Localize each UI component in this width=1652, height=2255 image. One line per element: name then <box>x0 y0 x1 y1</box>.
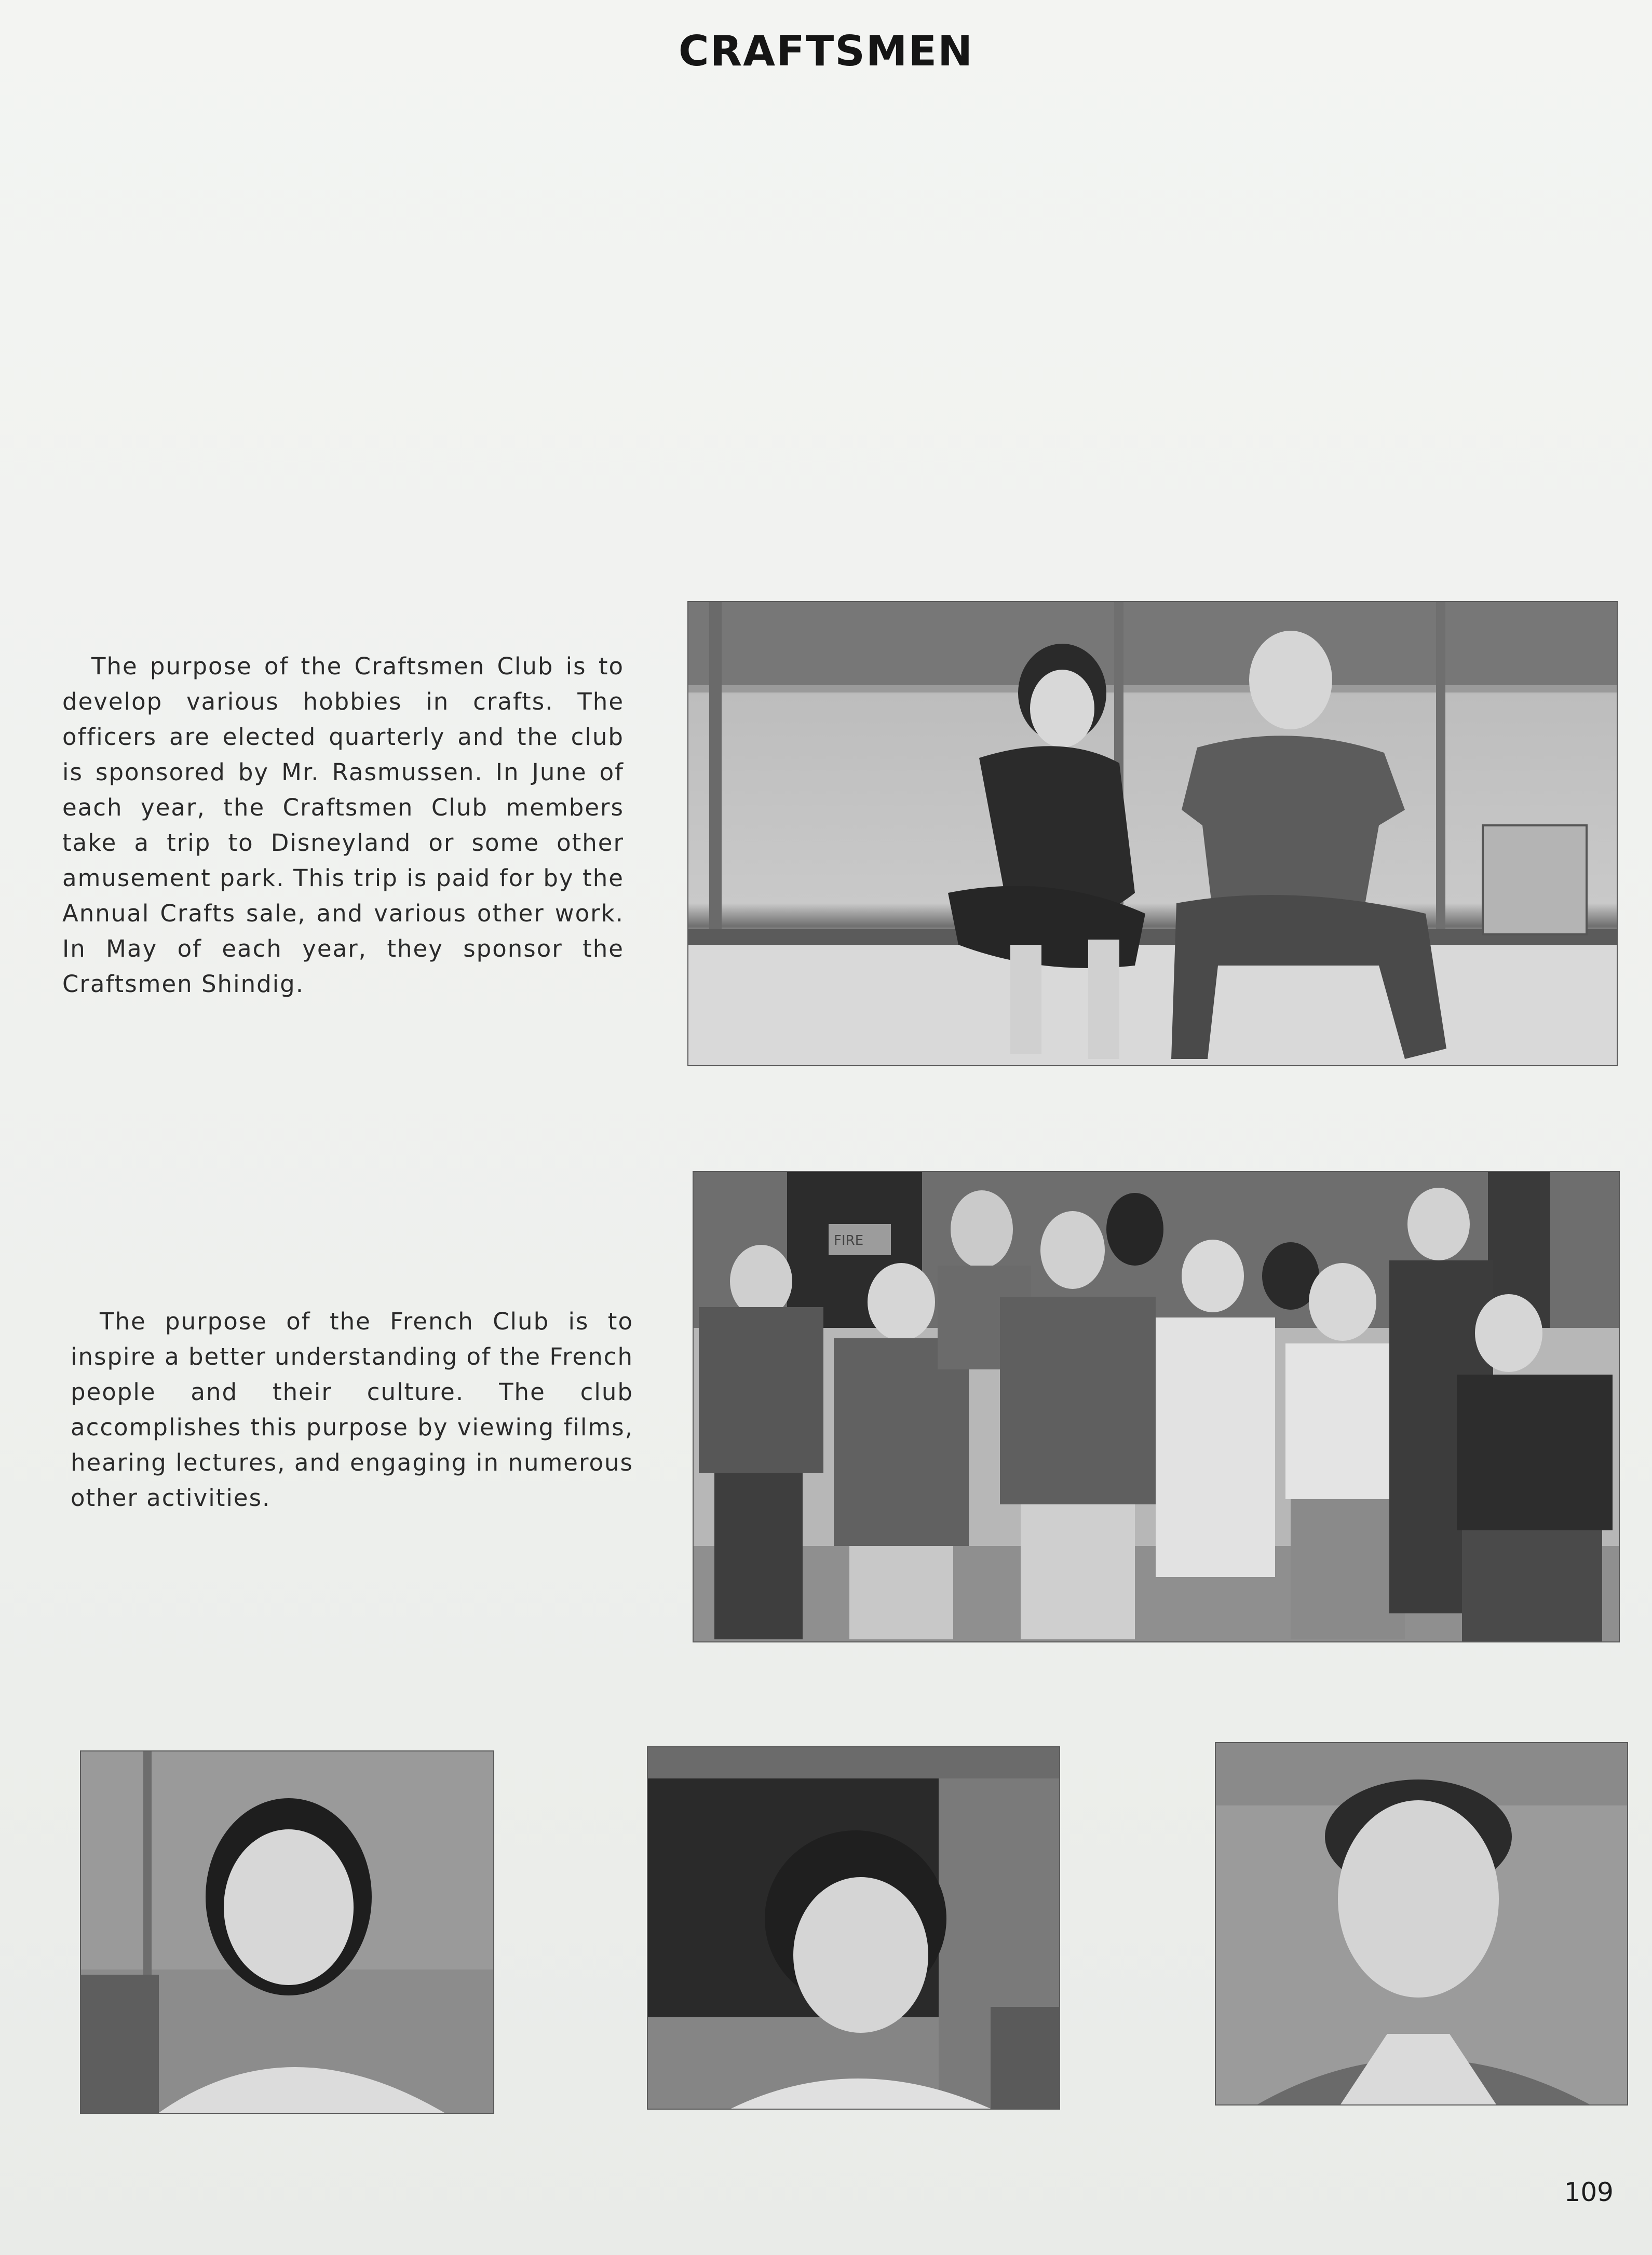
fire-sign-text: FIRE <box>834 1233 864 1248</box>
portrait-2-image <box>648 1747 1059 2109</box>
portrait-girl-headband <box>81 1751 493 2113</box>
sponsors-photo-image <box>688 602 1617 1065</box>
page-number: 109 <box>1564 2177 1614 2207</box>
craftsmen-club-description: The purpose of the Craftsmen Club is to develop various hobbies in crafts. The officers are elected quarterly and the club is sponsored by Mr. Rasmussen. In June of each year, the Craftsmen Club members take a trip to Disneyland or some other amusement park. This trip is paid for by the Annual Crafts sale, and various other work. In May of each year, they sponsor the Craftsmen Shindig. <box>62 653 624 998</box>
portrait-boy <box>1216 1743 1627 2104</box>
portrait-girl-curls <box>648 1747 1059 2109</box>
group-photo-image <box>694 1172 1619 1641</box>
portrait-1-image <box>81 1751 493 2113</box>
page-title: CRAFTSMEN <box>678 27 974 75</box>
portrait-3-image <box>1216 1743 1627 2104</box>
french-club-description: The purpose of the French Club is to inspire a better understanding of the French people and their culture. The club accomplishes this purpose by viewing films, hearing lectures, and engaging in numerous other activities. <box>71 1308 633 1512</box>
french-club-group-photo <box>694 1172 1619 1641</box>
sponsors-photo <box>688 602 1617 1065</box>
